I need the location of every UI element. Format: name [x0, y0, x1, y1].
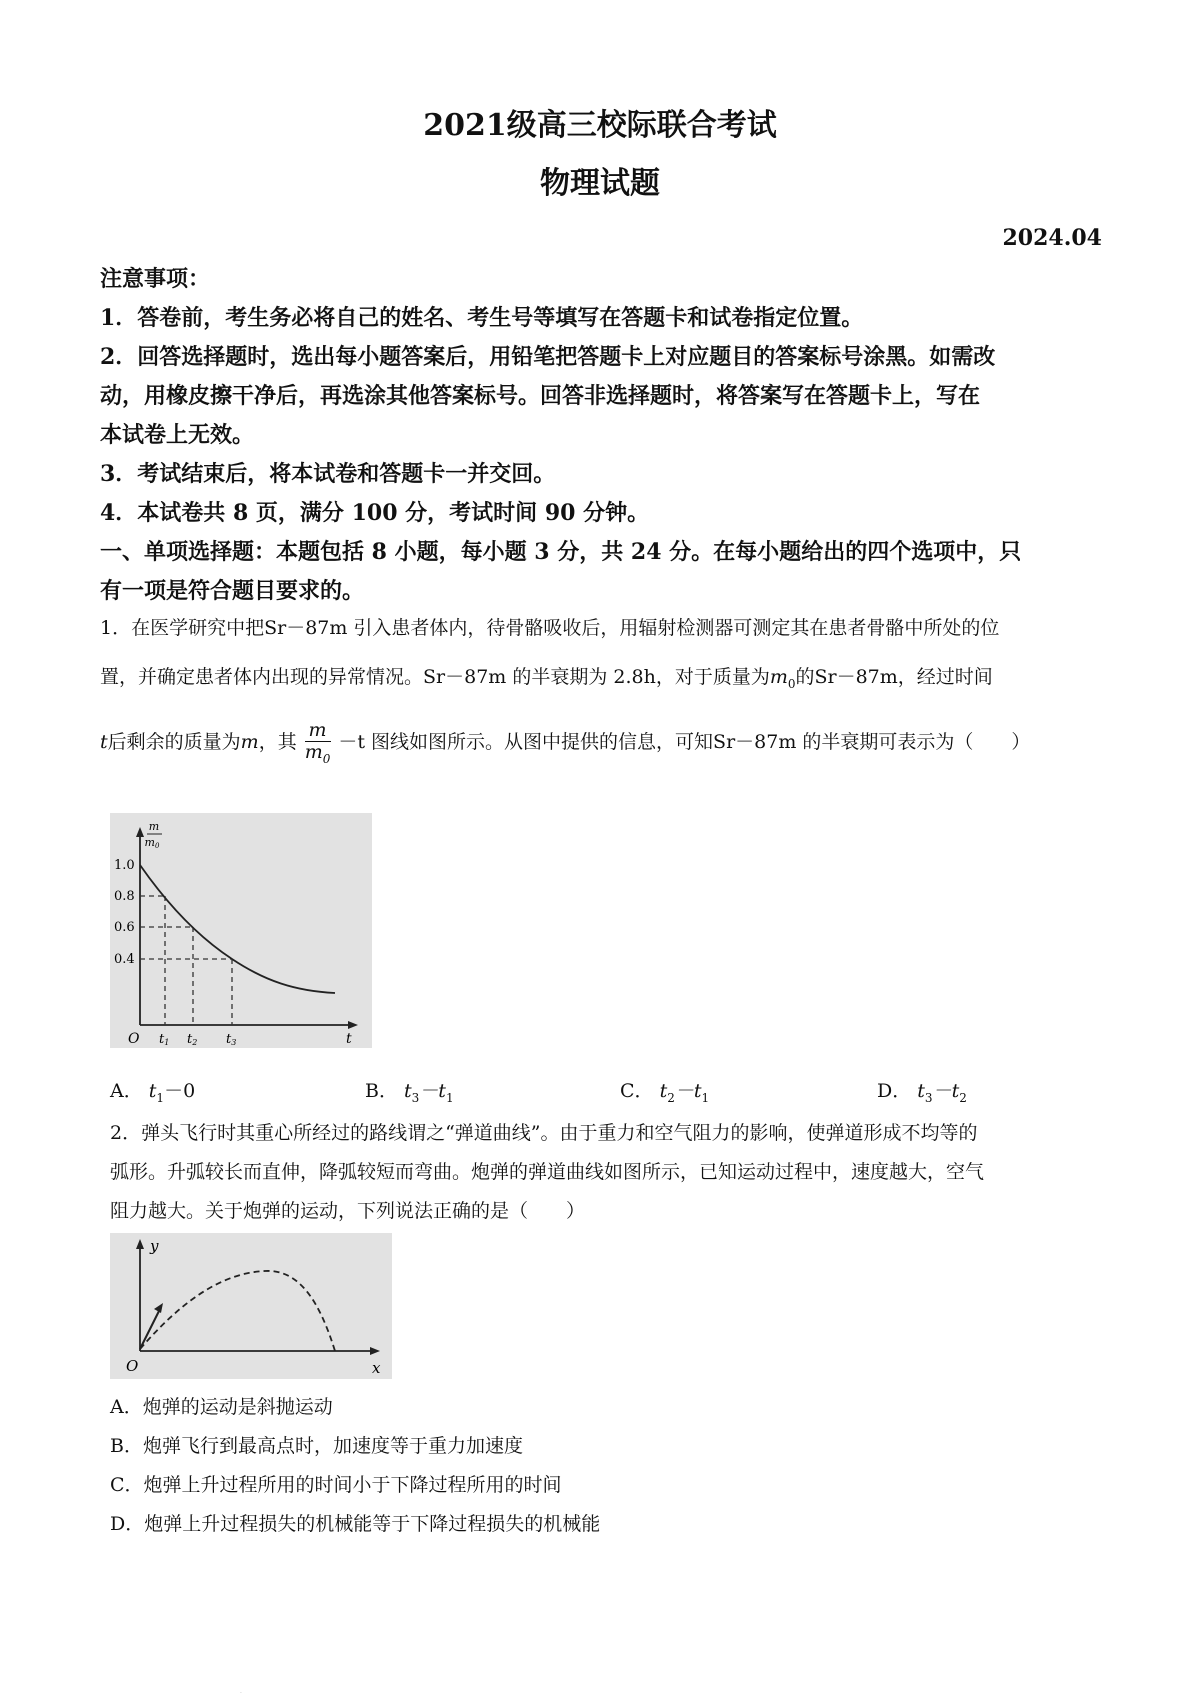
- section-heading: 一、单项选择题：本题包括 8 小题，每小题 3 分，共 24 分。在每小题给出的四个选项中，只: [100, 539, 1022, 565]
- q1-option-d[interactable]: D． $t_3-t_2$: [877, 1080, 967, 1105]
- exam-date: 2024.04: [1002, 225, 1102, 251]
- q1-option-c[interactable]: C． $t_2-t_1$: [620, 1080, 710, 1105]
- graph-origin: O: [128, 1031, 140, 1047]
- q2-line3: 阻力越大。关于炮弹的运动，下列说法正确的是（ ）: [110, 1200, 586, 1222]
- y-tick-0-4: 0.4: [114, 952, 135, 967]
- trajectory-figure: [110, 1233, 392, 1379]
- traj-origin: O: [126, 1357, 139, 1375]
- q2-line2: 弧形。升弧较长而直伸，降弧较短而弯曲。炮弹的弹道曲线如图所示，已知运动过程中，速度越大，空气: [110, 1161, 985, 1183]
- q1-option-b[interactable]: B． $t_3-t_1$: [365, 1080, 454, 1105]
- exam-subtitle: 物理试题: [540, 166, 660, 201]
- q2-option-b[interactable]: B．炮弹飞行到最高点时，加速度等于重力加速度: [110, 1435, 523, 1457]
- q2-option-c[interactable]: C．炮弹上升过程所用的时间小于下降过程所用的时间: [110, 1474, 562, 1496]
- notice-item-1: 1．答卷前，考生务必将自己的姓名、考生号等填写在答题卡和试卷指定位置。: [100, 305, 864, 331]
- notice-item-2-end: 本试卷上无效。: [100, 422, 255, 448]
- q1-line1: 1．在医学研究中把Sr－87m 引入患者体内，待骨骼吸收后，用辐射检测器可测定其在患者骨骼中所处的位: [100, 617, 1000, 639]
- graph-x-label: t: [346, 1031, 352, 1047]
- graph-y-label-den: m0: [144, 836, 160, 850]
- notice-item-2: 2．回答选择题时，选出每小题答案后，用铅笔把答题卡上对应题目的答案标号涂黑。如需改: [100, 344, 996, 370]
- notice-item-4: 4．本试卷共 8 页，满分 100 分，考试时间 90 分钟。: [100, 500, 650, 526]
- graph-y-label-num: m: [148, 820, 160, 833]
- q1-line3: t后剩余的质量为m，其 $\frac{m}{m_0}$ －t 图线如图所示。从图中提供的信息，可知Sr－87m 的半衰期可表示为（ ）: [100, 719, 1031, 766]
- y-tick-0-8: 0.8: [114, 889, 135, 904]
- mass-ratio-fraction: $\frac{m}{m_0}$: [304, 719, 331, 766]
- x-tick-t1: t1: [159, 1032, 170, 1047]
- y-tick-1-0: 1.0: [114, 858, 135, 873]
- traj-x-label: x: [372, 1359, 381, 1377]
- x-tick-t2: t2: [187, 1032, 198, 1047]
- exam-title: 2021级高三校际联合考试: [423, 108, 777, 143]
- q2-line1: 2．弹头飞行时其重心所经过的路线谓之“弹道曲线”。由于重力和空气阻力的影响，使弹道形成不均等的: [110, 1122, 978, 1144]
- decay-graph-figure: [110, 813, 372, 1048]
- notice-item-3: 3．考试结束后，将本试卷和答题卡一并交回。: [100, 461, 556, 487]
- q1-line2: 置，并确定患者体内出现的异常情况。Sr－87m 的半衰期为 2.8h，对于质量为$m_0$的Sr－87m，经过时间: [100, 666, 993, 691]
- notice-item-2-cont: 动，用橡皮擦干净后，再选涂其他答案标号。回答非选择题时，将答案写在答题卡上，写在: [100, 383, 981, 409]
- notice-heading: 注意事项：: [100, 266, 211, 292]
- section-heading-cont: 有一项是符合题目要求的。: [100, 578, 365, 604]
- q1-option-a[interactable]: A． $t_1-0$: [110, 1080, 196, 1105]
- x-tick-t3: t3: [226, 1032, 237, 1047]
- y-tick-0-6: 0.6: [114, 920, 135, 935]
- q2-option-a[interactable]: A．炮弹的运动是斜抛运动: [110, 1396, 333, 1418]
- footer-mark: ·: [240, 1690, 242, 1697]
- q2-option-d[interactable]: D．炮弹上升过程损失的机械能等于下降过程损失的机械能: [110, 1513, 601, 1535]
- traj-y-label: y: [150, 1237, 159, 1255]
